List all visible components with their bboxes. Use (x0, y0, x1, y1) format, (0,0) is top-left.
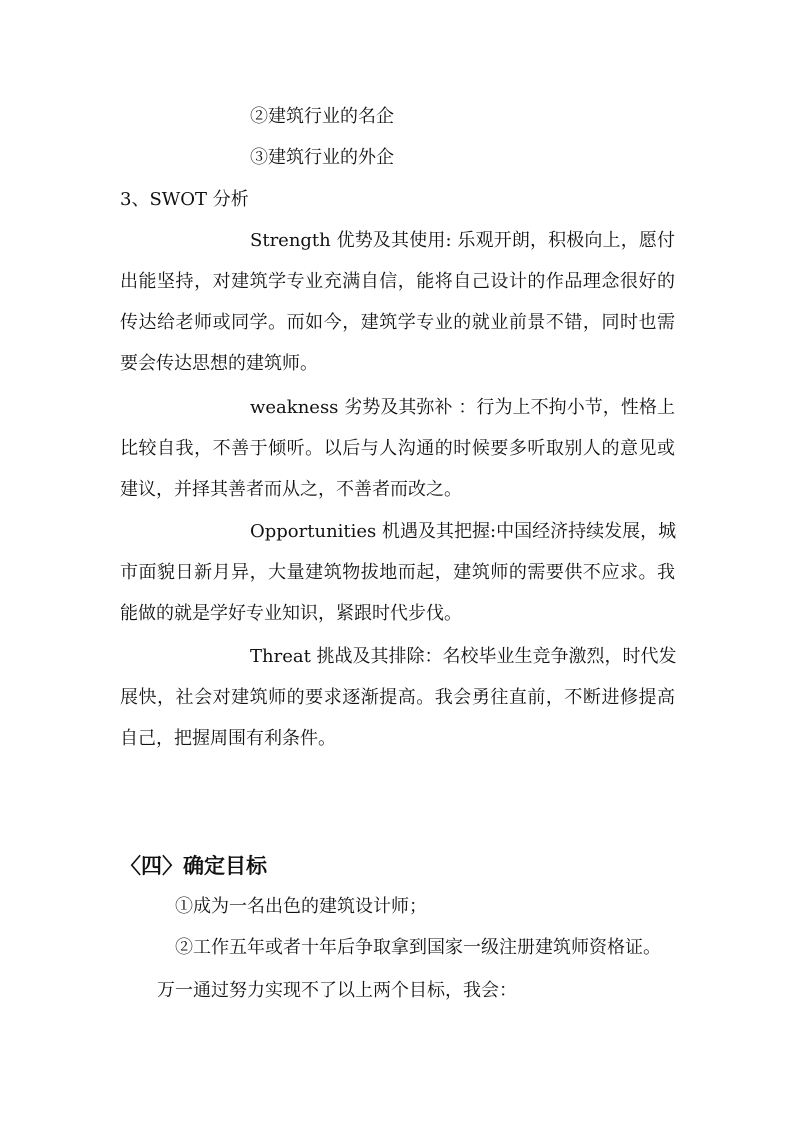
weakness-paragraph (120, 396, 675, 519)
paragraph-line: 市面貌日新月异，大量建筑物拔地而起，建筑师的需要供不应求。我 (120, 562, 675, 583)
paragraph-line: weakness 劣势及其弥补 ：行为上不拘小节，性格上 (250, 397, 675, 418)
list-item-foreign-companies: ③建筑行业的外企 (250, 147, 394, 168)
paragraph-line: 出能坚持，对建筑学专业充满自信，能将自己设计的作品理念很好的 (120, 271, 675, 292)
paragraph-line: 能做的就是学好专业知识，紧跟时代步伐。 (120, 603, 462, 624)
paragraph-line: 比较自我，不善于倾听。以后与人沟通的时候要多听取别人的意见或 (120, 438, 675, 459)
paragraph-line: 传达给老师或同学。而如今，建筑学专业的就业前景不错，同时也需 (120, 312, 675, 333)
goal-item-certification: ②工作五年或者十年后争取拿到国家一级注册建筑师资格证。 (175, 937, 661, 958)
fallback-statement: 万一通过努力实现不了以上两个目标，我会： (157, 980, 517, 1001)
paragraph-line: 要会传达思想的建筑师。 (120, 353, 318, 374)
swot-section-title: 3、SWOT 分析 (120, 189, 249, 210)
paragraph-line: Threat 挑战及其排除：名校毕业生竞争激烈，时代发 (250, 646, 677, 667)
list-item-famous-companies: ②建筑行业的名企 (250, 106, 394, 127)
paragraph-line: Strength 优势及其使用: 乐观开朗，积极向上，愿付 (250, 230, 675, 251)
paragraph-line: 建议，并择其善者而从之，不善者而改之。 (120, 479, 462, 500)
strength-paragraph (120, 229, 675, 393)
goal-item-designer: ①成为一名出色的建筑设计师； (175, 896, 427, 917)
paragraph-line: Opportunities 机遇及其把握:中国经济持续发展，城 (250, 521, 677, 542)
opportunities-paragraph (120, 520, 675, 643)
goals-heading: 〈四〉确定目标 (120, 854, 267, 878)
paragraph-line: 展快，社会对建筑师的要求逐渐提高。我会勇往直前，不断进修提高 (120, 687, 675, 708)
threat-paragraph (120, 645, 675, 768)
paragraph-line: 自己，把握周围有利条件。 (120, 728, 336, 749)
